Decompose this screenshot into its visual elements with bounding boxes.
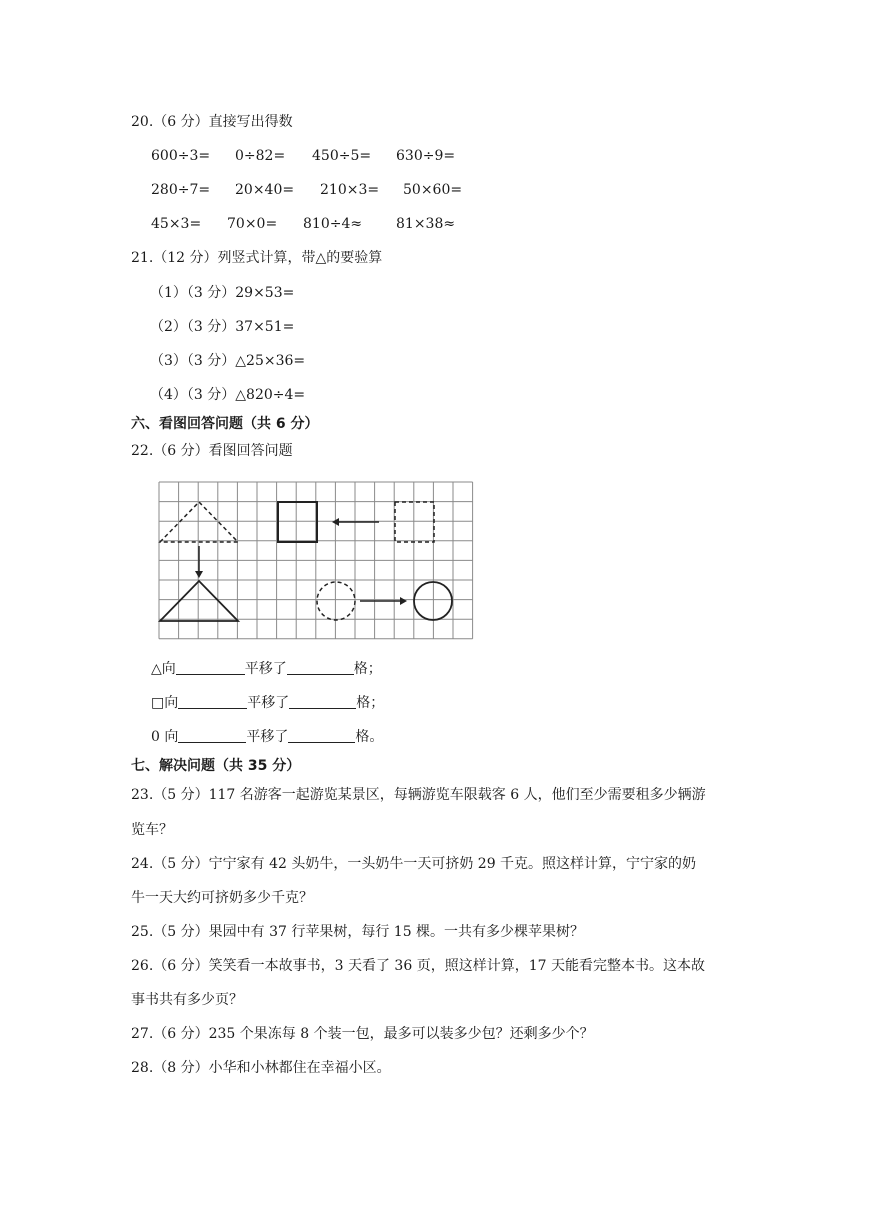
q20-calc: 630÷9= <box>396 148 456 164</box>
q20-calc: 600÷3= <box>151 148 211 164</box>
q20-calc: 70×0= <box>227 216 278 232</box>
q24-line-2: 牛一天大约可挤奶多少千克？ <box>131 890 313 906</box>
q28-line-1: 28.（8 分）小华和小林都住在幸福小区。 <box>131 1060 391 1076</box>
answer-blank-steps[interactable] <box>288 728 355 743</box>
q20-calc: 210×3= <box>320 182 380 198</box>
q20-calc: 450÷5= <box>312 148 372 164</box>
dashed-triangle-icon <box>160 502 238 542</box>
answer-blank-direction[interactable] <box>178 728 246 743</box>
q20-calc: 81×38≈ <box>396 216 456 232</box>
q20-calc: 45×3= <box>151 216 202 232</box>
q20-calc: 20×40= <box>235 182 295 198</box>
q26-line-1: 26.（6 分）笑笑看一本故事书，3 天看了 36 页，照这样计算，17 天能看完整本书。这本故 <box>131 958 705 974</box>
q21-item-1: （1）（3 分）29×53= <box>150 285 295 301</box>
q24-line-1: 24.（5 分）宁宁家有 42 头奶牛，一头奶牛一天可挤奶 29 千克。照这样计算，宁宁家的奶 <box>131 856 697 872</box>
q21-title: 21.（12 分）列竖式计算，带△的要验算 <box>131 250 383 266</box>
answer-middle: 平移了 <box>246 729 289 745</box>
translation-grid-figure <box>158 480 474 642</box>
q21-item-4: （4）（3 分）△820÷4= <box>150 387 306 403</box>
q22-title: 22.（6 分）看图回答问题 <box>131 443 293 459</box>
answer-blank-direction[interactable] <box>178 694 247 709</box>
answer-prefix: △向 <box>151 661 176 677</box>
answer-blank-steps[interactable] <box>287 660 354 675</box>
answer-suffix: 格； <box>353 661 382 677</box>
answer-blank-direction[interactable] <box>176 660 245 675</box>
dashed-square-icon <box>395 502 434 542</box>
q22-answer-3 <box>151 728 383 746</box>
answer-suffix: 格。 <box>355 729 384 745</box>
answer-middle: 平移了 <box>247 695 290 711</box>
answer-prefix: 0 向 <box>151 729 179 745</box>
q23-line-2: 览车？ <box>131 822 173 838</box>
q22-answer-2 <box>151 694 384 712</box>
q20-calc: 280÷7= <box>151 182 211 198</box>
q20-calc: 0÷82= <box>235 148 286 164</box>
q27-line-1: 27.（6 分）235 个果冻每 8 个装一包，最多可以装多少包？还剩多少个？ <box>131 1026 594 1042</box>
q22-answer-1 <box>151 660 382 678</box>
q20-calc: 810÷4≈ <box>303 216 363 232</box>
grid-lines <box>159 482 473 639</box>
answer-prefix: □向 <box>151 695 179 711</box>
q25-line-1: 25.（5 分）果园中有 37 行苹果树，每行 15 棵。一共有多少棵苹果树？ <box>131 924 585 940</box>
section7-heading: 七、解决问题（共 35 分） <box>131 758 301 774</box>
answer-suffix: 格； <box>356 695 385 711</box>
answer-blank-steps[interactable] <box>289 694 356 709</box>
answer-middle: 平移了 <box>244 661 287 677</box>
q26-line-2: 事书共有多少页？ <box>131 992 243 1008</box>
solid-triangle-icon <box>160 581 238 621</box>
dashed-circle-icon <box>317 582 355 620</box>
q20-calc: 50×60= <box>403 182 463 198</box>
q21-item-3: （3）（3 分）△25×36= <box>150 353 306 369</box>
q21-item-2: （2）（3 分）37×51= <box>150 319 295 335</box>
solid-square-icon <box>278 502 317 542</box>
section6-heading: 六、看图回答问题（共 6 分） <box>131 416 319 432</box>
q20-title: 20.（6 分）直接写出得数 <box>131 114 293 130</box>
q23-line-1: 23.（5 分）117 名游客一起游览某景区，每辆游览车限载客 6 人，他们至少需要租多少辆游 <box>131 787 706 803</box>
